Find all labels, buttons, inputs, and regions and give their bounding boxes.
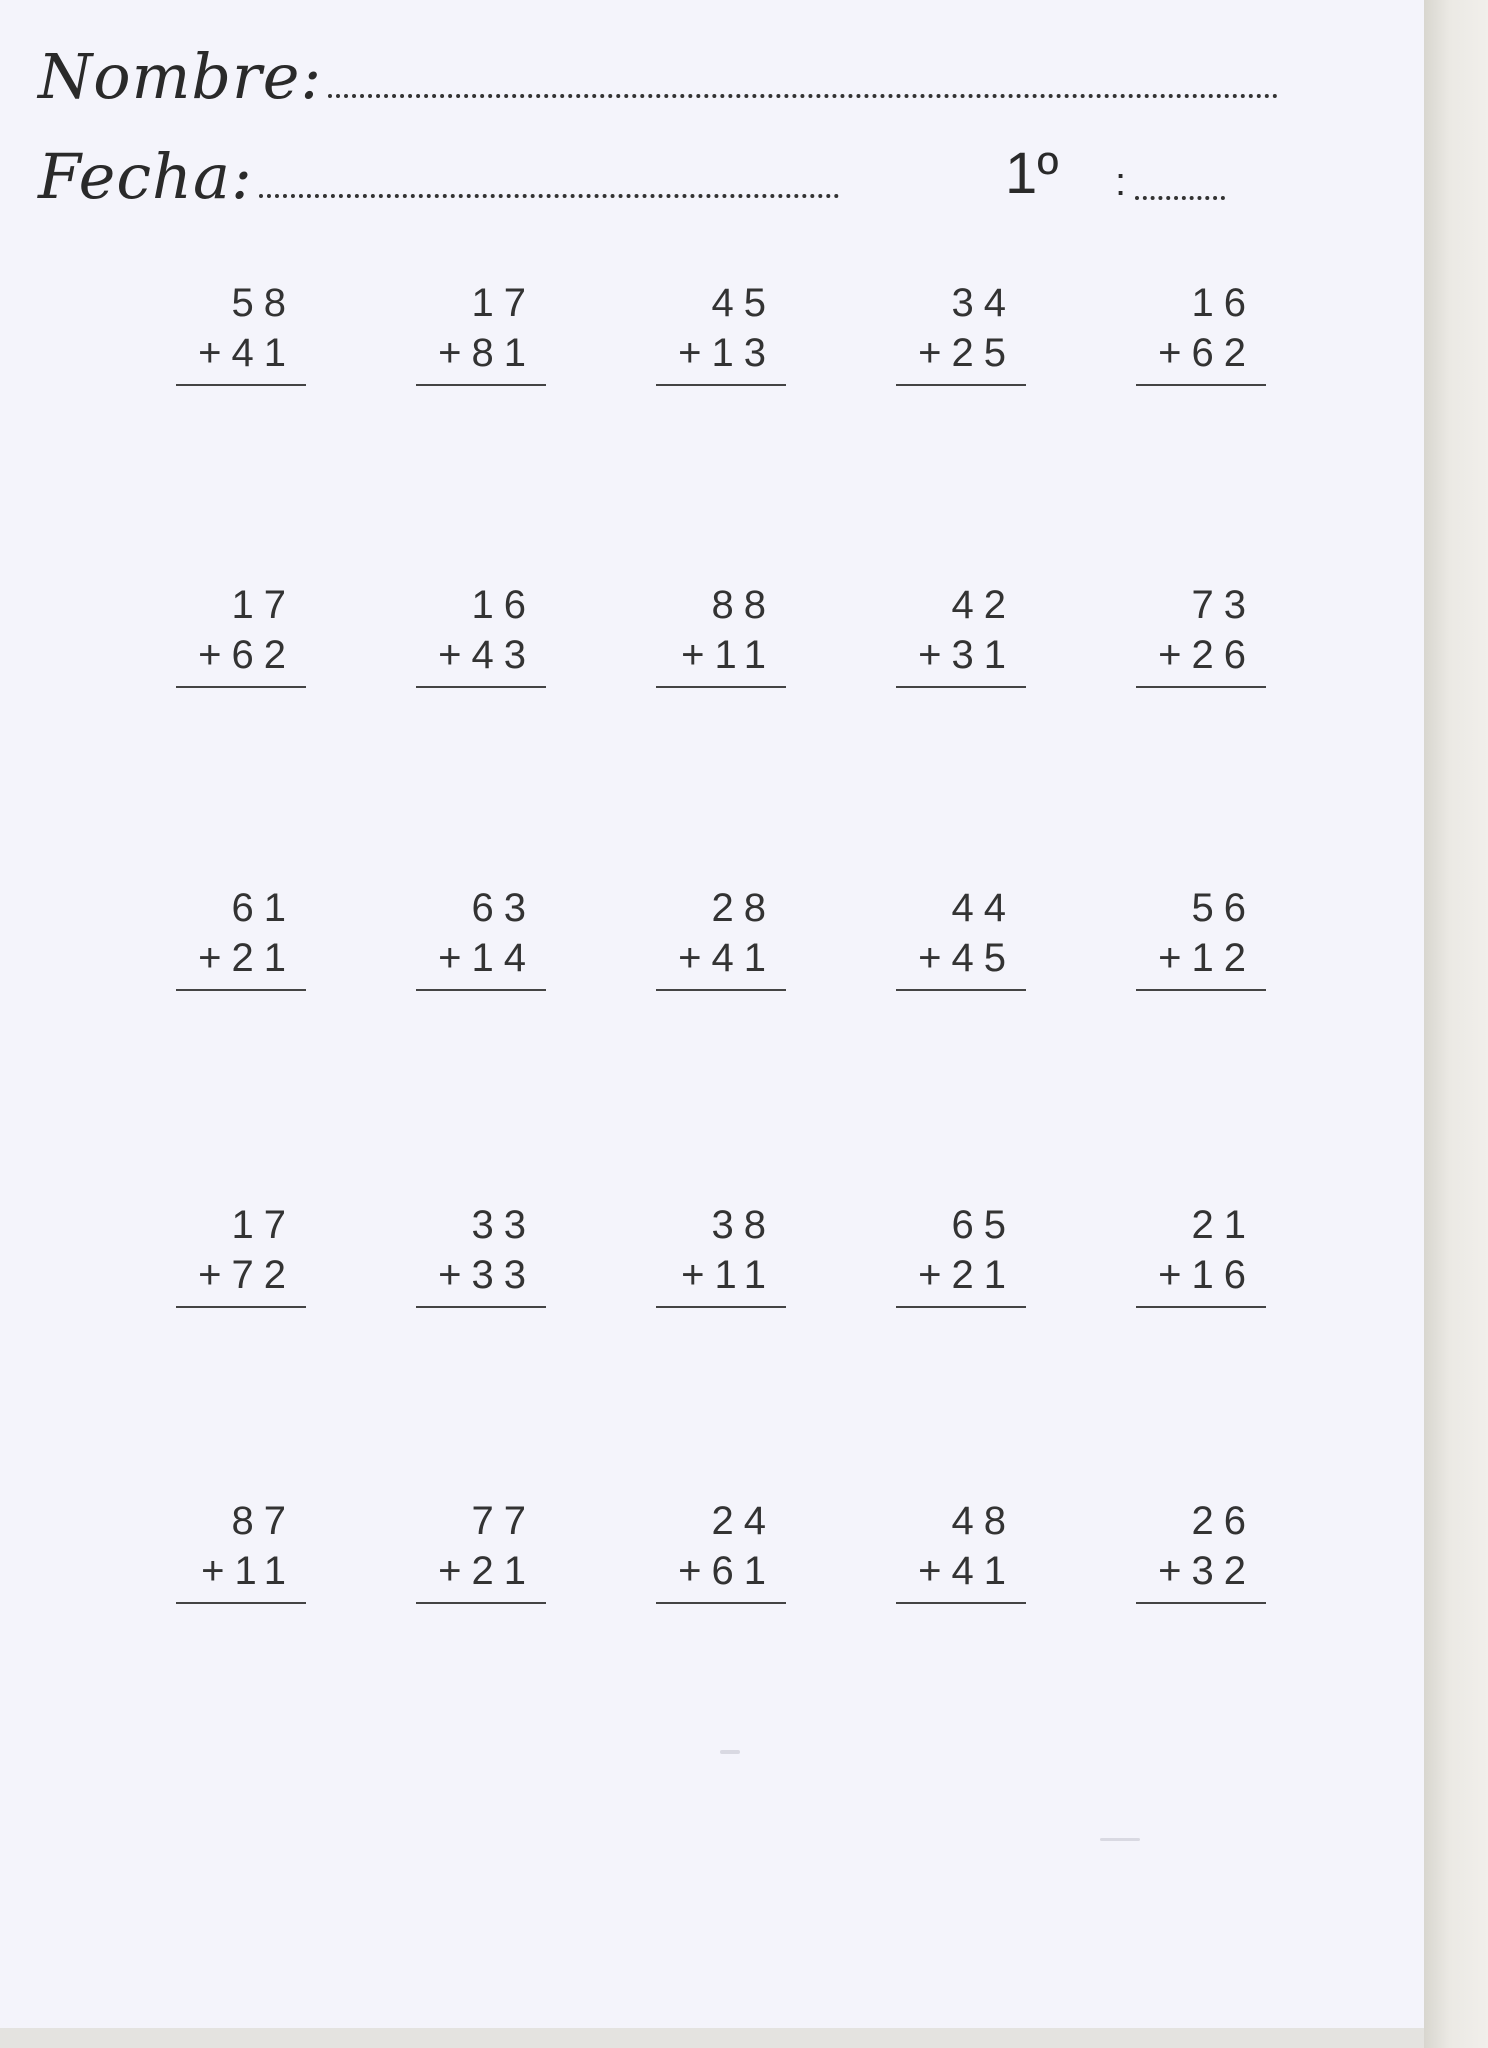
addend-top: 33: [471, 1203, 536, 1247]
addend-bottom: +45: [918, 936, 1016, 980]
addend-top: 38: [711, 1203, 776, 1247]
addend-top: 28: [711, 886, 776, 930]
addend-bottom: +41: [678, 936, 776, 980]
addition-problem: [176, 278, 296, 386]
addend-top: 73: [1191, 583, 1256, 627]
addend-bottom: +12: [1158, 936, 1256, 980]
date-label: Fecha:: [38, 140, 253, 213]
addend-bottom: +16: [1158, 1253, 1256, 1297]
addend-top: 77: [471, 1499, 536, 1543]
scan-speck: [1100, 1838, 1140, 1841]
sum-line: [656, 1306, 786, 1308]
sum-line: [896, 1602, 1026, 1604]
grade-field-line: [1135, 196, 1225, 200]
sum-line: [896, 989, 1026, 991]
addend-bottom: +21: [198, 936, 296, 980]
addend-bottom: +21: [918, 1253, 1016, 1297]
sum-line: [176, 1602, 306, 1604]
addend-top: 56: [1191, 886, 1256, 930]
addition-problem: [896, 883, 1016, 991]
addend-top: 87: [231, 1499, 296, 1543]
addend-top: 34: [951, 281, 1016, 325]
addend-top: 24: [711, 1499, 776, 1543]
sum-line: [656, 989, 786, 991]
addend-top: 17: [231, 1203, 296, 1247]
sum-line: [1136, 989, 1266, 991]
addend-bottom: +25: [918, 331, 1016, 375]
addend-bottom: +13: [678, 331, 776, 375]
sum-line: [416, 686, 546, 688]
addend-bottom: +81: [438, 331, 536, 375]
addition-problem: [176, 580, 296, 688]
addition-problem: [896, 1200, 1016, 1308]
addend-top: 45: [711, 281, 776, 325]
addend-top: 26: [1191, 1499, 1256, 1543]
addend-bottom: +21: [438, 1549, 536, 1593]
sum-line: [1136, 1306, 1266, 1308]
addition-problem: [416, 1496, 536, 1604]
sum-line: [176, 686, 306, 688]
addend-bottom: +62: [198, 633, 296, 677]
sum-line: [1136, 686, 1266, 688]
addend-bottom: +26: [1158, 633, 1256, 677]
page-bottom-edge: [0, 2028, 1424, 2048]
addend-top: 17: [231, 583, 296, 627]
addition-problem: [1136, 883, 1256, 991]
name-label: Nombre:: [38, 40, 323, 113]
sum-line: [1136, 384, 1266, 386]
sum-line: [176, 384, 306, 386]
addend-bottom: +11: [201, 1549, 296, 1593]
addend-bottom: +72: [198, 1253, 296, 1297]
addition-problem: [656, 580, 776, 688]
addition-problem: [176, 883, 296, 991]
addend-bottom: +33: [438, 1253, 536, 1297]
addend-bottom: +32: [1158, 1549, 1256, 1593]
addend-bottom: +41: [198, 331, 296, 375]
sum-line: [416, 1602, 546, 1604]
addend-bottom: +31: [918, 633, 1016, 677]
addition-problem: [416, 883, 536, 991]
addition-problem: [656, 1496, 776, 1604]
addend-bottom: +11: [681, 633, 776, 677]
sum-line: [416, 1306, 546, 1308]
addition-problem: [1136, 278, 1256, 386]
addend-top: 21: [1191, 1203, 1256, 1247]
addition-problem: [416, 580, 536, 688]
addition-problem: [656, 278, 776, 386]
addend-top: 88: [711, 583, 776, 627]
addend-top: 16: [1191, 281, 1256, 325]
addend-top: 58: [231, 281, 296, 325]
grade-label: 1º: [1005, 141, 1059, 206]
addend-bottom: +14: [438, 936, 536, 980]
addend-top: 16: [471, 583, 536, 627]
sum-line: [176, 989, 306, 991]
scan-speck: [720, 1750, 740, 1754]
sum-line: [416, 384, 546, 386]
addition-problem: [656, 883, 776, 991]
addend-bottom: +62: [1158, 331, 1256, 375]
sum-line: [176, 1306, 306, 1308]
addend-top: 44: [951, 886, 1016, 930]
name-field-line: [328, 92, 1278, 98]
grade-separator: :: [1115, 160, 1127, 204]
addend-bottom: +41: [918, 1549, 1016, 1593]
date-row: [38, 140, 839, 213]
page-edge-shadow: [1424, 0, 1488, 2048]
addend-bottom: +61: [678, 1549, 776, 1593]
sum-line: [896, 686, 1026, 688]
sum-line: [896, 1306, 1026, 1308]
sum-line: [656, 1602, 786, 1604]
addend-bottom: +43: [438, 633, 536, 677]
addition-problem: [1136, 1200, 1256, 1308]
sum-line: [416, 989, 546, 991]
addition-problem: [1136, 580, 1256, 688]
addend-top: 63: [471, 886, 536, 930]
addend-top: 42: [951, 583, 1016, 627]
addition-problem: [176, 1496, 296, 1604]
date-field-line: [259, 192, 839, 198]
addend-top: 61: [231, 886, 296, 930]
addend-bottom: +11: [681, 1253, 776, 1297]
addition-problem: [1136, 1496, 1256, 1604]
name-row: [38, 40, 1278, 113]
addition-problem: [896, 580, 1016, 688]
addend-top: 65: [951, 1203, 1016, 1247]
addition-problem: [416, 1200, 536, 1308]
addition-problem: [896, 1496, 1016, 1604]
addition-problem: [416, 278, 536, 386]
addition-problem: [656, 1200, 776, 1308]
addition-problem: [176, 1200, 296, 1308]
sum-line: [656, 384, 786, 386]
sum-line: [896, 384, 1026, 386]
addend-top: 17: [471, 281, 536, 325]
addend-top: 48: [951, 1499, 1016, 1543]
addition-problem: [896, 278, 1016, 386]
sum-line: [1136, 1602, 1266, 1604]
sum-line: [656, 686, 786, 688]
